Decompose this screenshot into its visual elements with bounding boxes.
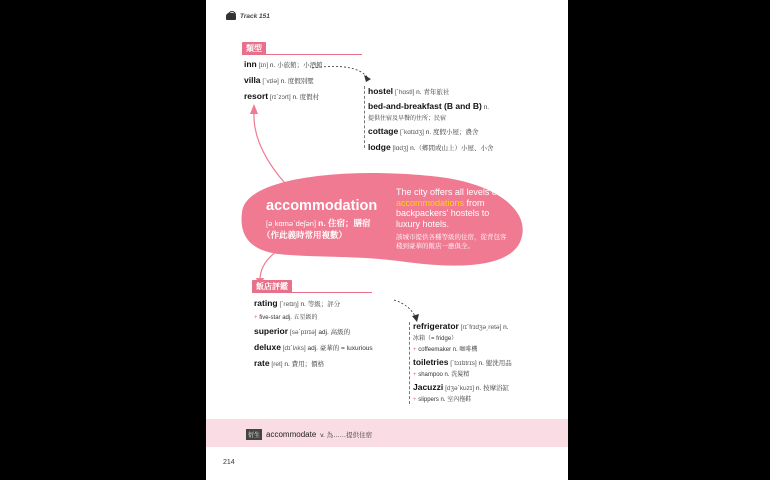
entry-bnb: bed-and-breakfast (B and B) n. — [368, 101, 490, 111]
track-text: Track 151 — [240, 13, 270, 20]
derivative-band — [206, 419, 568, 447]
derivative-def: v. 為……提供住宿 — [320, 432, 373, 439]
entry-rating: rating [ˋretɪŋ] n. 等級；評分 — [254, 298, 341, 308]
headword-note: （作此義時常用複數） — [262, 230, 348, 240]
book-page — [206, 0, 568, 480]
rating-list — [254, 296, 373, 372]
entry-fridge-def: 冰箱（= fridge） — [413, 336, 458, 342]
entry-coffeemaker: + coffeemaker n. 咖啡機 — [413, 347, 478, 353]
amenity-list — [413, 320, 512, 406]
entry-refrigerator: refrigerator [rɪˋfrɪdʒə͵retə] n. — [413, 321, 509, 331]
derivative-tag: 衍生 — [246, 429, 262, 440]
entry-toiletries: toiletries [ˋtɔɪlɪtrɪs] n. 盥洗用品 — [413, 357, 512, 367]
section-rating-tag: 飯店評鑑 — [252, 280, 292, 293]
derivative-word: accommodate — [266, 430, 317, 439]
entry-superior: superior [sə`pɪrɪə] adj. 高級的 — [254, 326, 351, 336]
pink-arrow-up — [254, 112, 294, 193]
entry-villa: villa [ˋvɪlə] n. 度假別墅 — [244, 75, 314, 85]
pink-arrowhead-up — [250, 104, 258, 114]
entry-five-star: + five-star adj. 五星級的 — [254, 315, 318, 321]
page-number: 214 — [223, 459, 235, 466]
entry-resort: resort [rɪˋzɔrt] n. 度假村 — [244, 91, 320, 101]
divider-dashed-2 — [409, 322, 410, 404]
entry-bnb-def: 提供住宿及早餐的住所；民宿 — [368, 116, 447, 122]
headword-definition: [ə͵kɑməˋdeʃən] n. 住宿；膳宿 — [266, 218, 371, 228]
example-translation: 該城市提供各種等級的住宿，從背包客棧到豪華的飯店一應俱全。 — [396, 234, 507, 250]
entry-inn: inn [ɪn] n. 小旅館；小酒館 — [244, 59, 323, 69]
entry-shampoo: + shampoo n. 洗髮精 — [413, 372, 470, 378]
entry-lodge: lodge [lɑdʒ] n.（鄉間或山上）小屋、小舍 — [368, 142, 494, 152]
entry-hostel: hostel [ˋhɑstl] n. 青年旅社 — [368, 86, 450, 96]
headword: accommodation — [266, 198, 378, 214]
entry-cottage: cottage [ˋkɑtɪdʒ] n. 度假小屋；農舍 — [368, 126, 479, 136]
tag-underline-2 — [252, 292, 372, 293]
entry-jacuzzi: Jacuzzi [dʒəˋkuzɪ] n. 按摩浴缸 — [413, 382, 510, 392]
dashed-arrow-bottom — [394, 300, 416, 318]
arrowhead-top — [364, 75, 371, 82]
entry-slippers: + slippers n. 室內拖鞋 — [413, 397, 472, 403]
dashed-arrow-top — [312, 66, 368, 78]
derivative-entry — [246, 429, 372, 440]
entry-deluxe: deluxe [dɪˋlʌks] adj. 豪華的 = luxurious — [254, 342, 373, 352]
example-sentence: The city offers all levels of accommodations from backpackers' hostels to luxury hotels. — [396, 187, 500, 229]
section-type-tag: 類型 — [242, 42, 266, 55]
entry-rate: rate [ret] n. 費用；價格 — [254, 358, 325, 368]
